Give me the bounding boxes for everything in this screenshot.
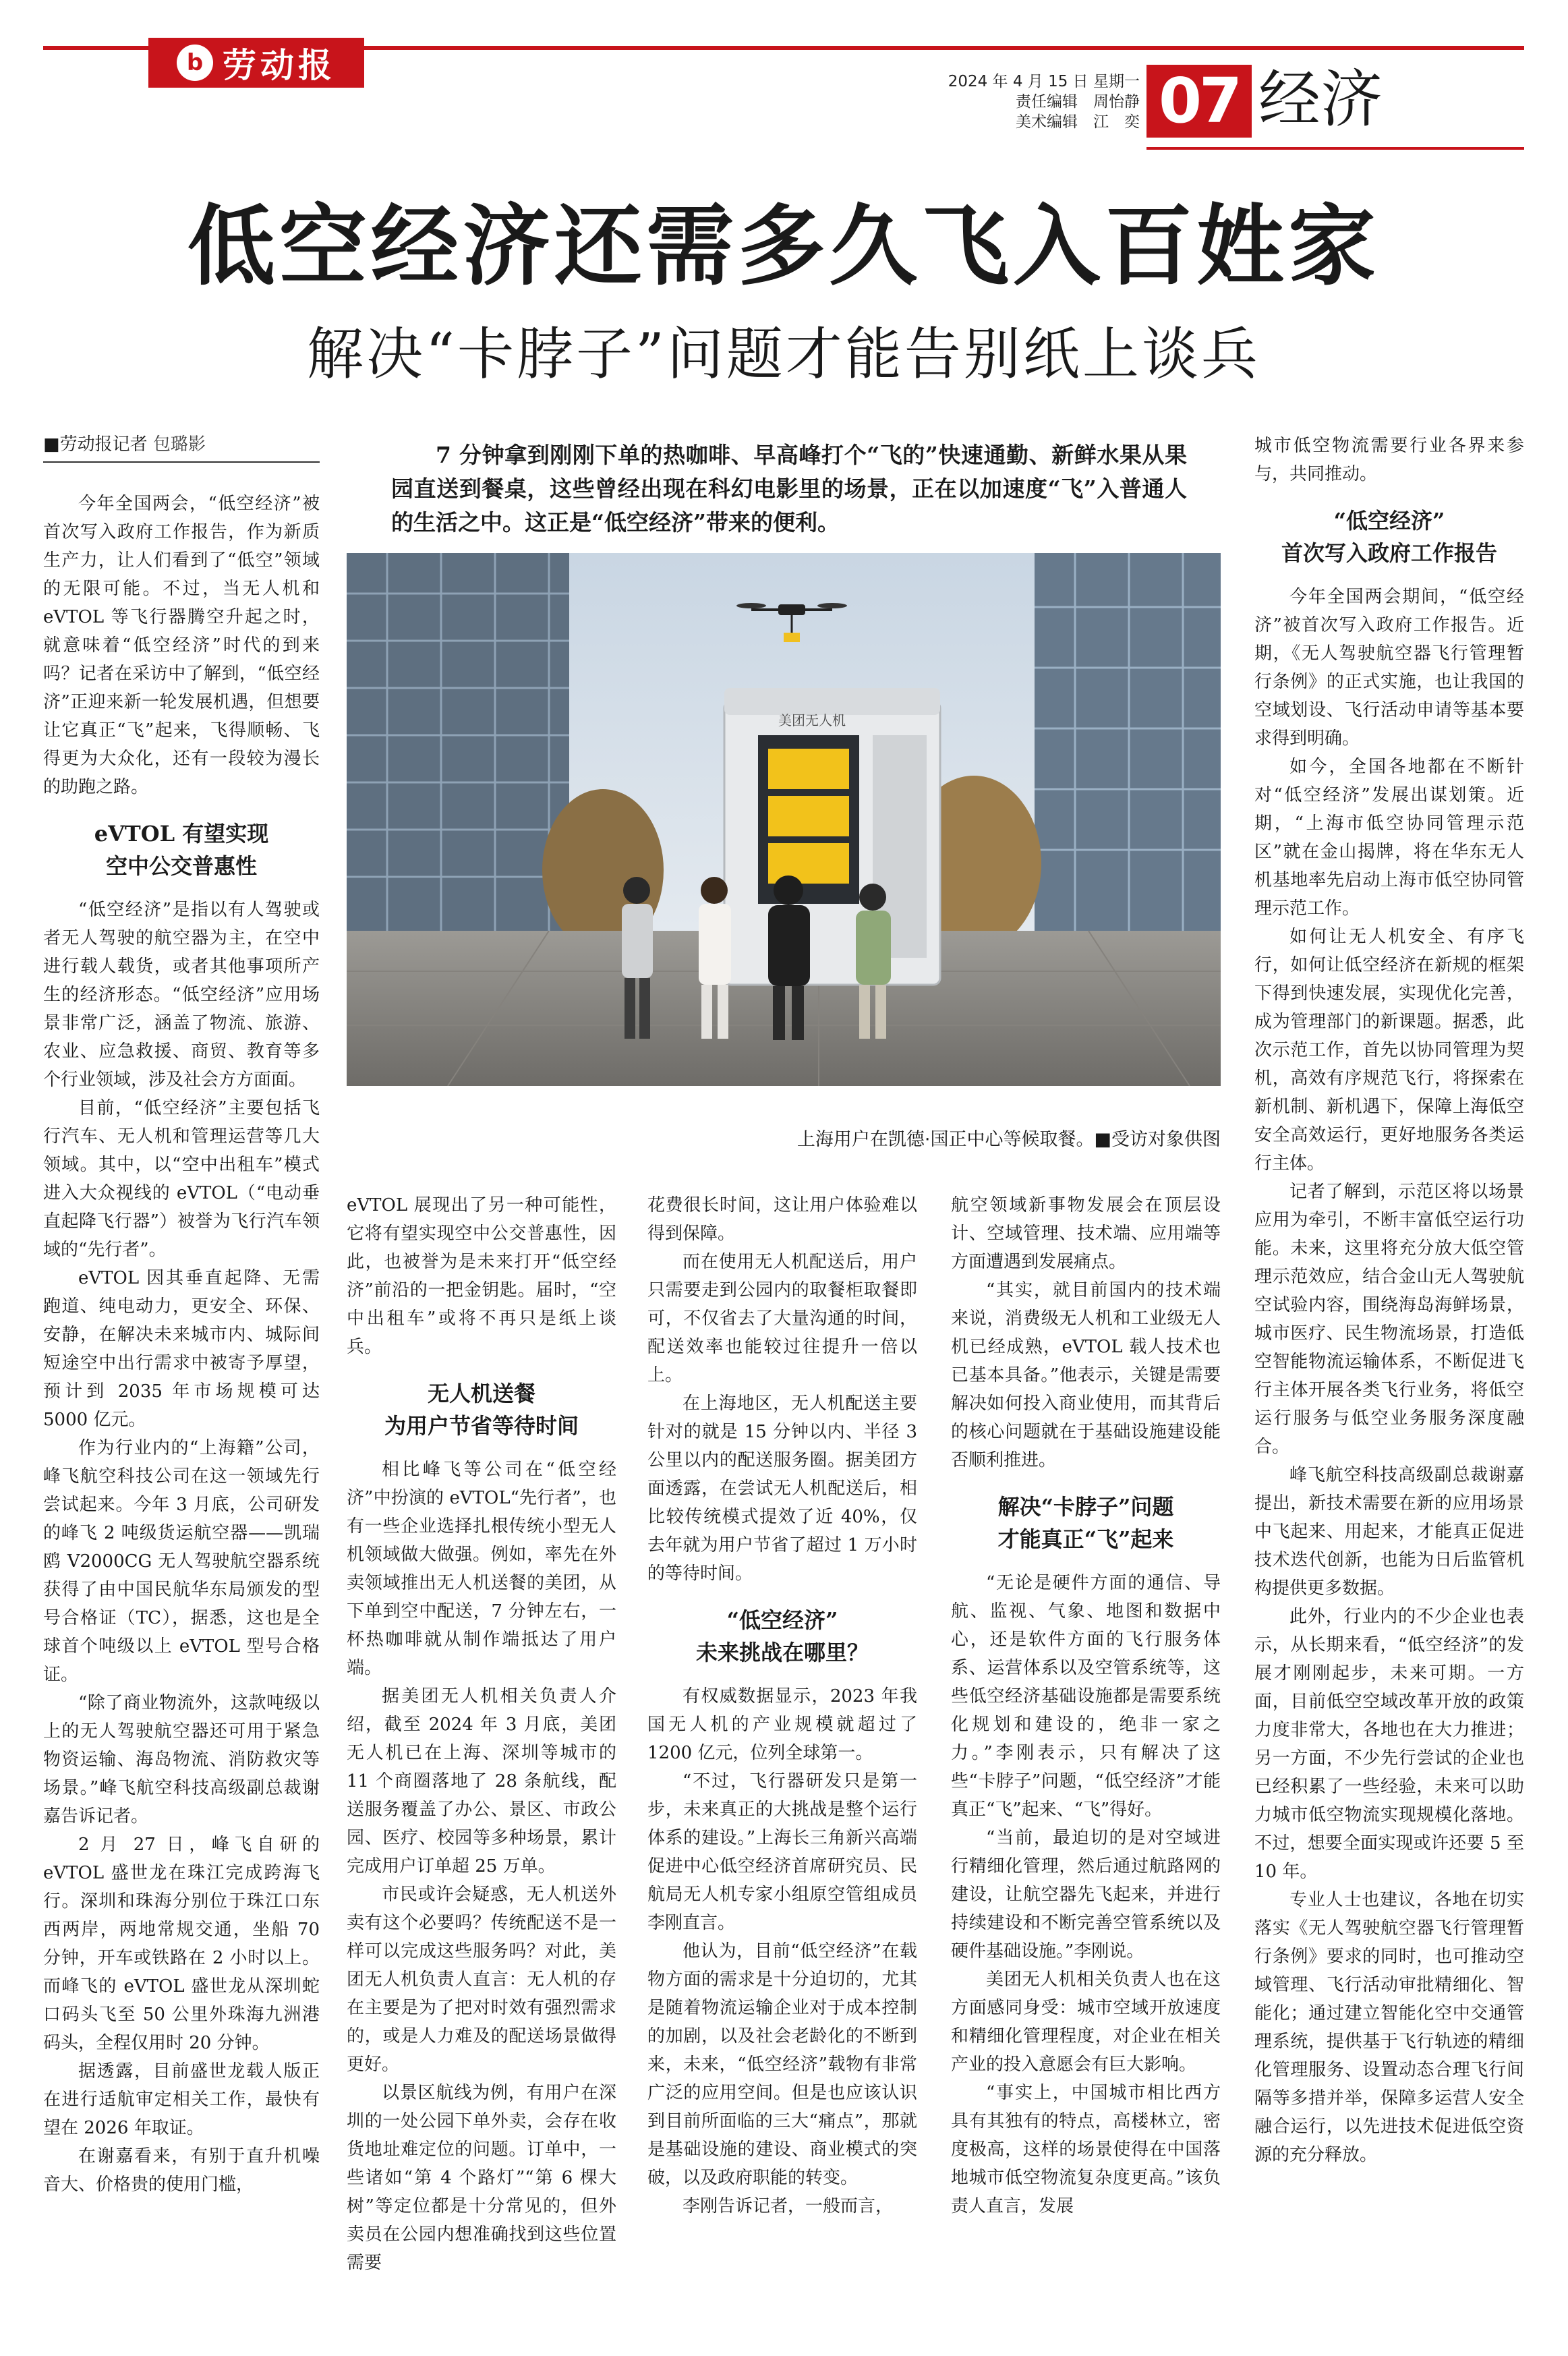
- delivery-kiosk-icon: [724, 688, 940, 985]
- art-editor: 美术编辑 江 奕: [1016, 113, 1140, 131]
- paragraph: 以景区航线为例，有用户在深圳的一处公园下单外卖，会存在收货地址难定位的问题。订单中，一些诸如“第 4 个路灯”“第 6 棵大树”等定位都是十分常见的，但外卖员在公园内想准确找到这些位置需要: [347, 2083, 616, 2273]
- section-subhead: [347, 1377, 616, 1442]
- paragraph: 峰飞航空科技高级副总裁谢嘉提出，新技术需要在新的应用场景中飞起来、用起来，才能真正促进技术迭代创新，也能为日后监管机构提供更多数据。: [1254, 1465, 1524, 1599]
- section-title: 经济: [1258, 63, 1383, 136]
- subhead-line: 未来挑战在哪里？: [695, 1640, 869, 1665]
- byline-author: 包璐影: [152, 434, 206, 455]
- paragraph: 作为行业内的“上海籍”公司，峰飞航空科技公司在这一领域先行尝试起来。今年 3 月底，公司研发的峰飞 2 吨级货运航空器——凯瑞鸥 V2000CG 无人驾驶航空器系统获得了由中国民航华东局颁发的型号合格证（TC），据悉，这也是全球首个吨级以上 eVTOL 型号合格证。: [43, 1438, 320, 1685]
- issue-date: 2024 年 4 月 15 日 星期一: [948, 73, 1140, 90]
- paragraph: 据透露，目前盛世龙载人版正在进行适航审定相关工作，最快有望在 2026 年取证。: [43, 2061, 320, 2138]
- paragraph: “事实上，中国城市相比西方具有其独有的特点，高楼林立，密度极高，这样的场景使得在中国落地城市低空物流复杂度更高。”该负责人直言，发展: [951, 2083, 1221, 2216]
- section-subhead: [43, 817, 320, 882]
- responsible-editor: 责任编辑 周怡静: [1016, 93, 1140, 111]
- paragraph: 今年全国两会期间，“低空经济”被首次写入政府工作报告。近期，《无人驾驶航空器飞行管理暂行条例》的正式实施，也让我国的空域划设、飞行活动申请等基本要求得到明确。: [1254, 587, 1524, 749]
- column-2: [347, 1191, 616, 2277]
- paragraph: 美团无人机相关负责人也在这方面感同身受：城市空域开放速度和精细化管理程度，对企业在相关产业的投入意愿会有巨大影响。: [951, 1970, 1221, 2075]
- paragraph: 相比峰飞等公司在“低空经济”中扮演的 eVTOL“先行者”，也有一些企业选择扎根传统小型无人机领域做大做强。例如，率先在外卖领域推出无人机送餐的美团，从下单到空中配送，7 分钟左右，一杯热咖啡就从制作端抵达了用户端。: [347, 1460, 616, 1678]
- page-number: 07: [1146, 65, 1252, 138]
- paragraph: 今年全国两会，“低空经济”被首次写入政府工作报告，作为新质生产力，让人们看到了“低空”领域的无限可能。不过，当无人机和 eVTOL 等飞行器腾空升起之时，就意味着“低空经济”时代的到来吗？记者在采访中了解到，“低空经济”正迎来新一轮发展机遇，但想要让它真正“飞”起来，飞得顺畅、飞得更为大众化，还有一段较为漫长的助跑之路。: [43, 494, 320, 797]
- subhead-line: 首次写入政府工作报告: [1281, 540, 1497, 566]
- column-1: [43, 432, 320, 2199]
- column-5: [1254, 432, 1524, 2169]
- section-subhead: [951, 1491, 1221, 1555]
- drone-delivery-photo: [347, 553, 1221, 1086]
- paragraph: 市民或许会疑惑，无人机送外卖有这个必要吗？传统配送不是一样可以完成这些服务吗？对此，美团无人机负责人直言：无人机的存在主要是为了把对时效有强烈需求的，或是人力难及的配送场景做得更好。: [347, 1885, 616, 2075]
- paragraph: 有权威数据显示，2023 年我国无人机的产业规模就超过了 1200 亿元，位列全球第一。: [647, 1686, 917, 1763]
- column-4: [951, 1191, 1221, 2220]
- paragraph: 目前，“低空经济”主要包括飞行汽车、无人机和管理运营等几大领域。其中，以“空中出租车”模式进入大众视线的 eVTOL（“电动垂直起降飞行器”）被誉为飞行汽车领域的“先行者”。: [43, 1098, 320, 1260]
- headline: 低空经济还需多久飞入百姓家: [187, 194, 1380, 297]
- paragraph: 专业人士也建议，各地在切实落实《无人驾驶航空器飞行管理暂行条例》要求的同时，也可推动空域管理、飞行活动审批精细化、智能化；通过建立智能化空中交通管理系统，提供基于飞行轨迹的精细化管理服务、设置动态合理飞行间隔等多措并举，保障多运营人安全融合运行，以先进技术促进低空资源的充分释放。: [1254, 1890, 1524, 2165]
- subhead-line: “低空经济”: [1333, 508, 1445, 534]
- paragraph: 他认为，目前“低空经济”在载物方面的需求是十分迫切的，尤其是随着物流运输企业对于成本控制的加剧，以及社会老龄化的不断到来，未来，“低空经济”载物有非常广泛的应用空间。但是也应该认识到目前所面临的三大“痛点”，那就是基础设施的建设、商业模式的突破，以及政府职能的转变。: [647, 1941, 917, 2188]
- newspaper-name: 劳动报: [223, 45, 336, 85]
- paragraph: 据美团无人机相关负责人介绍，截至 2024 年 3 月底，美团无人机已在上海、深圳等城市的 11 个商圈落地了 28 条航线，配送服务覆盖了办公、景区、市政公园、医疗、校园等多种场景，累计完成用户订单超 25 万单。: [347, 1686, 616, 1876]
- paragraph: 2 月 27 日，峰飞自研的 eVTOL 盛世龙在珠江完成跨海飞行。深圳和珠海分别位于珠江口东西两岸，两地常规交通，坐船 70 分钟，开车或铁路在 2 小时以上。而峰飞的 eVTOL 盛世龙从深圳蛇口码头飞至 50 公里外珠海九洲港码头，全程仅用时 20 分钟。: [43, 1835, 320, 2053]
- news-photo: [347, 553, 1221, 1086]
- subhead-line: 空中公交普惠性: [105, 853, 257, 879]
- section-subhead: [647, 1604, 917, 1669]
- subhead-line: 为用户节省等待时间: [384, 1413, 579, 1439]
- paragraph: “低空经济”是指以有人驾驶或者无人驾驶的航空器为主，在空中进行载人载货，或者其他事项所产生的经济形态。“低空经济”应用场景非常广泛，涵盖了物流、旅游、农业、应急救援、商贸、教育等多个行业领域，涉及社会方方面面。: [43, 900, 320, 1090]
- paragraph: 如今，全国各地都在不断针对“低空经济”发展出谋划策。近期，“上海市低空协同管理示范区”就在金山揭牌，将在华东无人机基地率先启动上海市低空协同管理示范工作。: [1254, 757, 1524, 919]
- subhead-line: 解决“卡脖子”问题: [997, 1494, 1174, 1520]
- subhead-line: eVTOL 有望实现: [94, 821, 269, 846]
- lede: 7 分钟拿到刚刚下单的热咖啡、早高峰打个“飞的”快速通勤、新鲜水果从果园直送到餐桌，这些曾经出现在科幻电影里的场景，正在以加速度“飞”入普通人的生活之中。这正是“低空经济”带来的便利。: [391, 442, 1187, 536]
- masthead-logo: [148, 38, 364, 88]
- subhead-line: 才能真正“飞”起来: [997, 1526, 1174, 1552]
- paragraph: 航空领域新事物发展会在顶层设计、空域管理、技术端、应用端等方面遭遇到发展痛点。: [951, 1195, 1221, 1272]
- paragraph: eVTOL 因其垂直起降、无需跑道、纯电动力，更安全、环保、安静，在解决未来城市内、城际间短途空中出行需求中被寄予厚望，预计到 2035 年市场规模可达 5000 亿元。: [43, 1268, 320, 1430]
- paragraph: 如何让无人机安全、有序飞行，如何让低空经济在新规的框架下得到快速发展，实现优化完善，成为管理部门的新课题。据悉，此次示范工作，首先以协同管理为契机，高效有序规范飞行，将探索在新机制、新机遇下，保障上海低空安全高效运行，更好地服务各类运行主体。: [1254, 927, 1524, 1174]
- svg-text:美团无人机: 美团无人机: [778, 712, 846, 728]
- paragraph: 记者了解到，示范区将以场景应用为牵引，不断丰富低空运行功能。未来，这里将充分放大低空管理示范效应，结合金山无人驾驶航空试验内容，围绕海岛海鲜场景，城市医疗、民生物流场景，打造低空智能物流运输体系，不断促进飞行主体开展各类飞行业务，将低空运行服务与低空业务服务深度融合。: [1254, 1182, 1524, 1457]
- photo-caption: 上海用户在凯德·国正中心等候取餐。■受访对象供图: [796, 1129, 1221, 1150]
- paragraph: 此外，行业内的不少企业也表示，从长期来看，“低空经济”的发展才刚刚起步，未来可期。一方面，目前低空空域改革开放的政策力度非常大，各地也在大力推进；另一方面，不少先行尝试的企业也已经积累了一些经验，未来可以助力城市低空物流实现规模化落地。不过，想要全面实现或许还要 5 至 10 年。: [1254, 1607, 1524, 1882]
- paragraph: 城市低空物流需要行业各界来参与，共同推动。: [1254, 436, 1524, 484]
- paragraph: “无论是硬件方面的通信、导航、监视、气象、地图和数据中心，还是软件方面的飞行服务体系、运营体系以及空管系统等，这些低空经济基础设施都是需要系统化规划和建设的，绝非一家之力。”李刚表示，只有解决了这些“卡脖子”问题，“低空经济”才能真正“飞”起来、“飞”得好。: [951, 1573, 1221, 1820]
- subheadline: 解决“卡脖子”问题才能告别纸上谈兵: [307, 321, 1260, 387]
- paragraph: “当前，最迫切的是对空域进行精细化管理，然后通过航路网的建设，让航空器先飞起来，并进行持续建设和不断完善空管系统以及硬件基础设施。”李刚说。: [951, 1828, 1221, 1961]
- column-3: [647, 1191, 917, 2220]
- paragraph: “不过，飞行器研发只是第一步，未来真正的大挑战是整个运行体系的建设。”上海长三角新兴高端促进中心低空经济首席研究员、民航局无人机专家小组原空管组成员李刚直言。: [647, 1771, 917, 1933]
- section-rule: [1146, 147, 1524, 150]
- newspaper-logo-icon: b: [177, 45, 213, 81]
- issue-meta: [937, 71, 1140, 132]
- paragraph: “其实，就目前国内的技术端来说，消费级无人机和工业级无人机已经成熟，eVTOL 载人技术也已基本具备。”他表示，关键是需要解决如何投入商业使用，而其背后的核心问题就在于基础设施建设能否顺利推进。: [951, 1280, 1221, 1470]
- byline: [43, 432, 320, 463]
- byline-label: ■劳动报记者: [43, 434, 148, 455]
- paragraph: “除了商业物流外，这款吨级以上的无人驾驶航空器还可用于紧急物资运输、海岛物流、消防救灾等场景。”峰飞航空科技高级副总裁谢嘉告诉记者。: [43, 1693, 320, 1827]
- subhead-line: 无人机送餐: [427, 1381, 535, 1406]
- paragraph: 在谢嘉看来，有别于直升机噪音大、价格贵的使用门槛，: [43, 2146, 320, 2195]
- paragraph: 而在使用无人机配送后，用户只需要走到公园内的取餐柜取餐即可，不仅省去了大量沟通的时间，配送效率也能较过往提升一倍以上。: [647, 1252, 917, 1385]
- paragraph: eVTOL 展现出了另一种可能性，它将有望实现空中公交普惠性，因此，也被誉为是未来打开“低空经济”前沿的一把金钥匙。届时，“空中出租车”或将不再只是纸上谈兵。: [347, 1195, 616, 1357]
- subhead-line: “低空经济”: [726, 1607, 838, 1633]
- paragraph: 在上海地区，无人机配送主要针对的就是 15 分钟以内、半径 3 公里以内的配送服务圈。据美团方面透露，在尝试无人机配送后，相比较传统模式提效了近 40%，仅去年就为用户节省了超过 1 万小时的等待时间。: [647, 1394, 917, 1584]
- section-subhead: [1254, 505, 1524, 569]
- paragraph: 花费很长时间，这让用户体验难以得到保障。: [647, 1195, 917, 1244]
- paragraph: 李刚告诉记者，一般而言，: [683, 2196, 894, 2216]
